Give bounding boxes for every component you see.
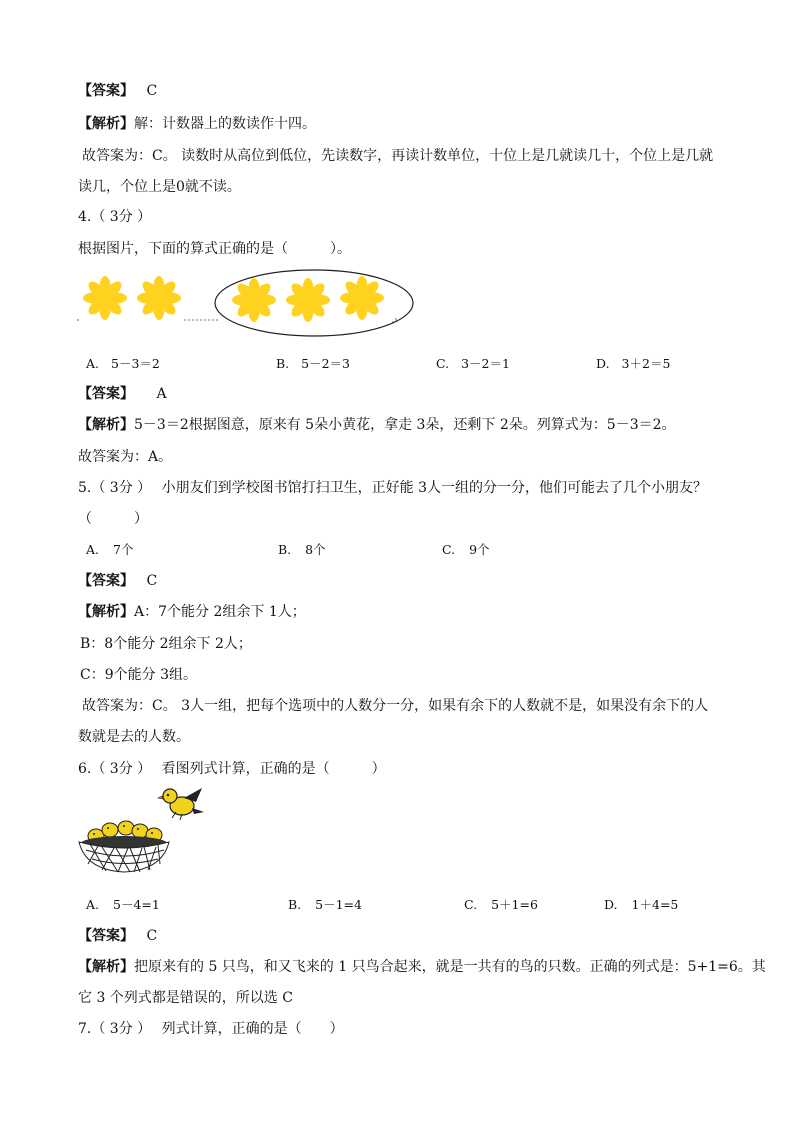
- answer-value: C: [146, 83, 158, 99]
- option-letter: C.: [442, 542, 456, 557]
- option-text: 5－1=4: [315, 897, 362, 912]
- option-text: 5－4=1: [113, 897, 160, 912]
- option-text: 1＋4=5: [631, 897, 679, 912]
- option-letter: C.: [464, 897, 478, 912]
- q3-conclusion-line1: 故答案为：C。 读数时从高位到低位，先读数字，再读计数单位，十位上是几就读几十，个位上是几就: [82, 148, 714, 164]
- option-text: 9个: [469, 542, 490, 557]
- analysis-text: 5－3＝2根据图意，原来有 5朵小黄花，拿走 3朵，还剩下 2朵。列算式为：5－3＝2。: [134, 417, 676, 433]
- q4-number: 4.（ 3分 ）: [78, 209, 152, 225]
- option-text: 3＋2＝5: [621, 356, 671, 371]
- option-letter: B.: [288, 897, 302, 912]
- option-letter: C.: [436, 356, 450, 371]
- analysis-line1: 把原来有的 5 只鸟，和又飞来的 1 只鸟合起来，就是一共有的鸟的只数。正确的列式是：5+1=6。其: [134, 959, 766, 975]
- flying-bird: [158, 788, 204, 820]
- option-letter: D.: [604, 897, 618, 912]
- option-letter: B.: [276, 356, 290, 371]
- q6-option-a[interactable]: [86, 897, 160, 913]
- q4-conclusion: 故答案为：A。: [78, 449, 173, 465]
- analysis-label: 【解析】: [78, 116, 134, 132]
- q5-conclusion-line2: 数就是去的人数。: [78, 729, 190, 745]
- q7-title: [78, 1020, 344, 1038]
- analysis-a: A：7个能分 2组余下 1人；: [134, 604, 306, 620]
- q5-stem: 小朋友们到学校图书馆打扫卫生，正好能 3人一组的分一分，他们可能去了几个小朋友？: [161, 480, 707, 496]
- flower-3: [232, 278, 276, 322]
- q5-conclusion-line1: 故答案为：C。 3人一组，把每个选项中的人数分一分，如果有余下的人数就不是，如果没有余下的人: [82, 698, 709, 714]
- birds-nest-figure: [76, 784, 216, 876]
- answer-value: C: [146, 573, 158, 589]
- q5-blank: （ ）: [78, 511, 148, 527]
- option-letter: B.: [278, 542, 292, 557]
- flowers-figure: [74, 268, 424, 353]
- flower-2: [137, 276, 181, 320]
- q4-option-d[interactable]: [596, 356, 670, 372]
- q3-analysis: [78, 115, 316, 133]
- q6-number: 6.（ 3分 ）: [78, 761, 152, 777]
- option-text: 8个: [305, 542, 326, 557]
- q5-title: [78, 479, 707, 497]
- option-text: 3－2＝1: [461, 356, 510, 371]
- q4-analysis: [78, 416, 676, 434]
- q6-analysis-line2: 它 3 个列式都是错误的，所以选 C: [78, 990, 293, 1006]
- flower-5: [340, 276, 384, 320]
- option-letter: D.: [596, 356, 610, 371]
- flower-4: [286, 278, 330, 322]
- q4-answer: [78, 385, 167, 403]
- q4-option-b[interactable]: [276, 356, 350, 372]
- q5-analysis-b: B：8个能分 2组余下 2人；: [80, 636, 252, 652]
- q4-option-c[interactable]: [436, 356, 510, 372]
- q6-answer: [78, 927, 157, 945]
- answer-label: 【答案】: [78, 573, 134, 589]
- analysis-label: 【解析】: [78, 417, 134, 433]
- analysis-text: 解：计数器上的数读作十四。: [134, 116, 316, 132]
- analysis-label: 【解析】: [78, 959, 134, 975]
- analysis-label: 【解析】: [78, 604, 134, 620]
- q7-number: 7.（ 3分 ）: [78, 1021, 152, 1037]
- q5-answer: [78, 572, 157, 590]
- option-text: 5－2＝3: [301, 356, 351, 371]
- q5-analysis-c: C：9个能分 3组。: [80, 667, 197, 683]
- q6-option-c[interactable]: [464, 897, 538, 913]
- q6-analysis: [78, 958, 766, 976]
- answer-label: 【答案】: [78, 386, 134, 402]
- q3-answer: [78, 82, 157, 100]
- q5-option-c[interactable]: [442, 542, 490, 558]
- flower-1: [83, 276, 127, 320]
- option-text: 5＋1=6: [491, 897, 538, 912]
- option-letter: A.: [86, 356, 100, 371]
- option-letter: A.: [86, 897, 100, 912]
- q5-number: 5.（ 3分 ）: [78, 480, 152, 496]
- q6-option-b[interactable]: [288, 897, 362, 913]
- answer-value: C: [146, 928, 158, 944]
- q4-option-a[interactable]: [86, 356, 160, 372]
- q3-conclusion-line2: 读几，个位上是0就不读。: [78, 179, 241, 195]
- q7-stem: 列式计算，正确的是（ ）: [161, 1021, 344, 1037]
- answer-value: A: [156, 386, 167, 402]
- option-text: 7个: [113, 542, 134, 557]
- q6-option-d[interactable]: [604, 897, 678, 913]
- option-letter: A.: [86, 542, 100, 557]
- q6-stem: 看图列式计算，正确的是（ ）: [161, 761, 386, 777]
- q5-option-a[interactable]: [86, 542, 133, 558]
- answer-label: 【答案】: [78, 928, 134, 944]
- q5-analysis: [78, 603, 306, 621]
- q4-stem: 根据图片，下面的算式正确的是（ ）。: [78, 241, 351, 257]
- q5-option-b[interactable]: [278, 542, 326, 558]
- answer-label: 【答案】: [78, 83, 134, 99]
- q6-title: [78, 760, 386, 778]
- option-text: 5－3＝2: [111, 356, 160, 371]
